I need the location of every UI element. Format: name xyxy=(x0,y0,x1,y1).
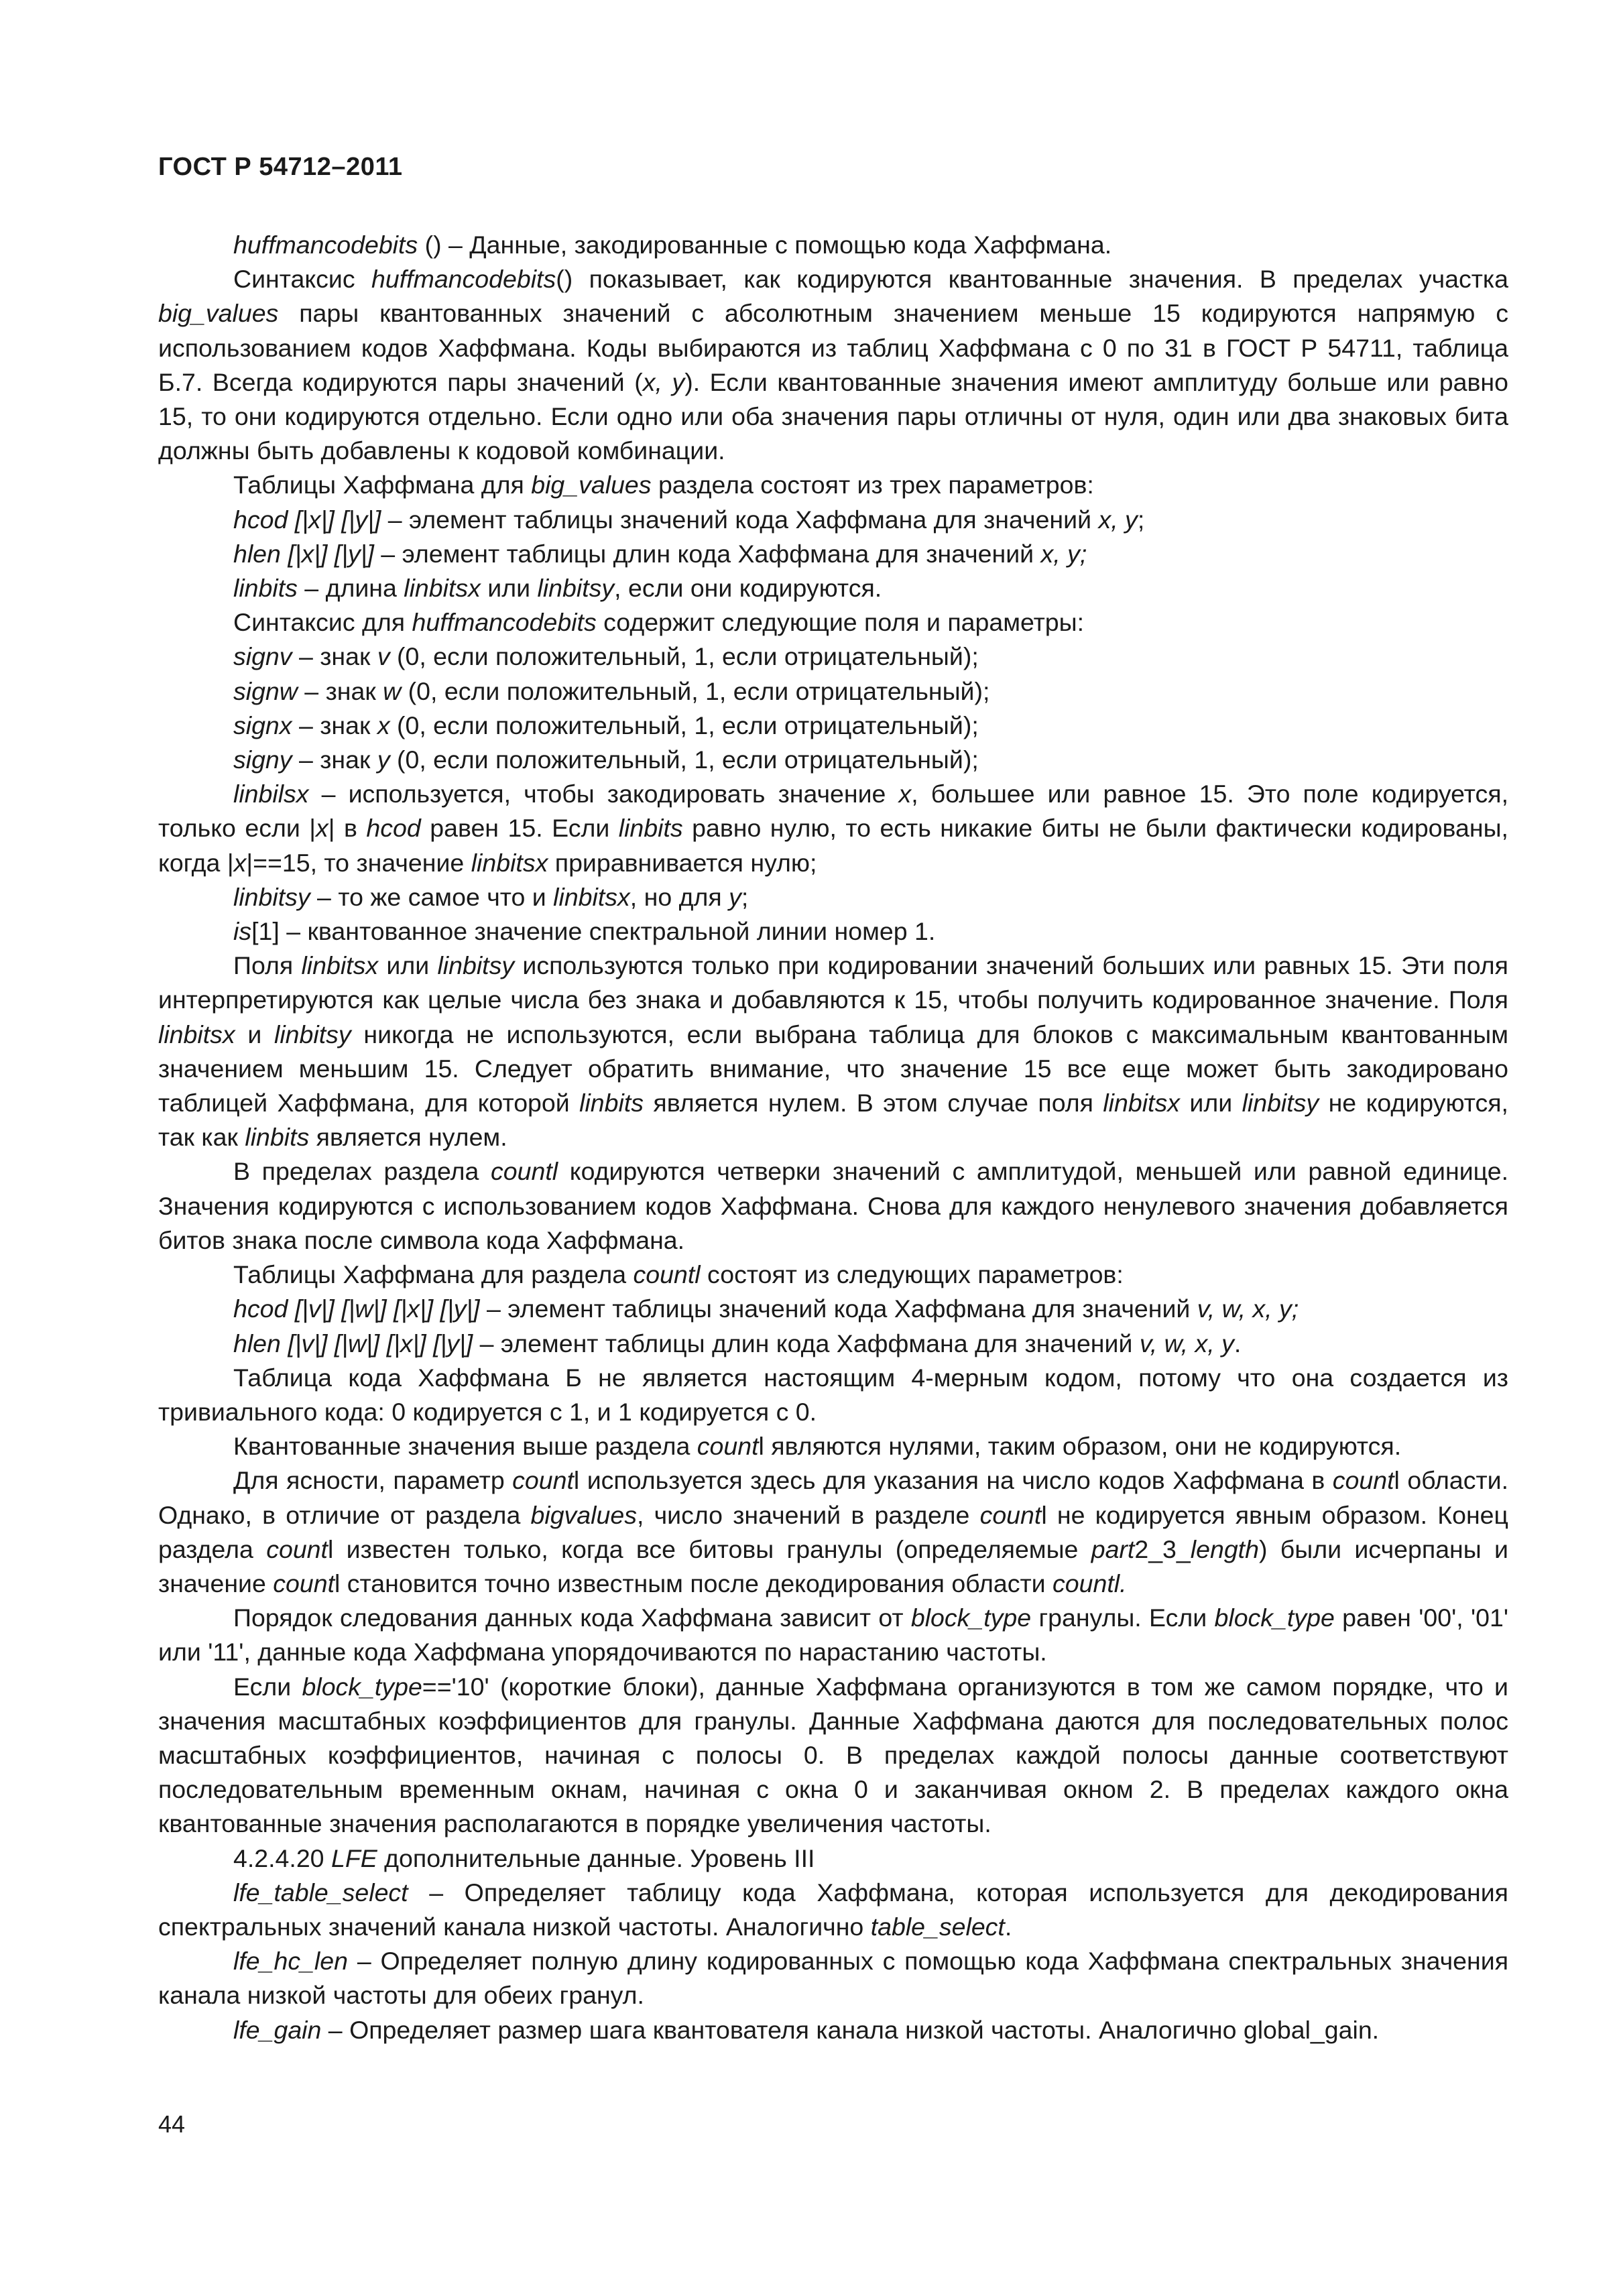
text-run: – длина xyxy=(297,574,404,603)
italic-term: linbitsy xyxy=(233,882,310,911)
paragraph xyxy=(158,949,1508,1154)
italic-term: count xyxy=(266,1534,328,1563)
text-run: раздела состоят из трех параметров: xyxy=(651,471,1094,499)
text-run: Квантованные значения выше раздела xyxy=(233,1432,697,1461)
text-run: 4.2.4.20 xyxy=(233,1844,331,1872)
text-run: l известен только, когда все битовы гранулы (определяемые xyxy=(327,1534,1091,1563)
paragraph xyxy=(158,914,1508,949)
italic-term: countl xyxy=(491,1157,558,1186)
paragraph xyxy=(158,1601,1508,1669)
paragraph xyxy=(158,228,1508,262)
text-run: гранулы. Если xyxy=(1031,1604,1215,1632)
italic-term: linbitsy xyxy=(437,951,515,980)
text-run: |==15, то значение xyxy=(246,848,471,877)
text-run: является нулем. xyxy=(309,1123,507,1152)
italic-term: x, y; xyxy=(1040,539,1087,568)
text-run: – Определяет таблицу кода Хаффмана, которая используется для декодирования спектральных значений канала низкой частоты. Аналогично xyxy=(158,1878,1508,1941)
text-run: – то же самое что и xyxy=(310,882,554,911)
paragraph xyxy=(158,709,1508,743)
text-run: , но для xyxy=(629,882,729,911)
italic-term: linbits xyxy=(233,574,298,603)
italic-term: block_type xyxy=(910,1604,1032,1632)
text-run: l являются нулями, таким образом, они не кодируются. xyxy=(758,1432,1402,1461)
italic-term: linbits xyxy=(245,1123,310,1152)
italic-term: v, w, x, y xyxy=(1139,1329,1234,1357)
italic-term: part xyxy=(1091,1534,1135,1563)
italic-term: length xyxy=(1190,1534,1259,1563)
italic-term: linbitsx xyxy=(301,951,379,980)
italic-term: count xyxy=(1332,1466,1394,1495)
paragraph xyxy=(158,1841,1508,1876)
paragraph xyxy=(158,468,1508,502)
paragraph xyxy=(158,1258,1508,1292)
text-run: является нулем. В этом случае поля xyxy=(644,1089,1103,1117)
text-run: и xyxy=(235,1020,275,1048)
text-run: 2_3_ xyxy=(1134,1534,1191,1563)
text-run: или xyxy=(1179,1089,1242,1117)
text-run: – используется, чтобы закодировать значение xyxy=(308,780,899,808)
text-run: В пределах раздела xyxy=(233,1157,491,1186)
italic-term: x xyxy=(316,814,328,843)
italic-term: hlen [|v|] [|w|] [|x|] [|y|] xyxy=(233,1329,473,1357)
italic-term: x, y xyxy=(1098,505,1138,534)
italic-term: linbitsx xyxy=(158,1020,235,1048)
text-run: равен '00', '01' или '11', данные кода Хаффмана упорядочиваются по нарастанию частоты. xyxy=(158,1604,1508,1667)
italic-term: is xyxy=(233,917,252,946)
paragraph xyxy=(158,777,1508,880)
italic-term: hcod xyxy=(366,814,421,843)
paragraph xyxy=(158,605,1508,640)
text-run: ; xyxy=(1137,505,1145,534)
italic-term: lfe_table_select xyxy=(233,1878,408,1907)
italic-term: linbitsy xyxy=(537,574,615,603)
text-run: Для ясности, параметр xyxy=(233,1466,513,1495)
italic-term: x xyxy=(898,780,912,808)
text-run: ). Если квантованные значения имеют амплитуду больше или равно 15, то они кодируются отдельно. Если одно или оба значения пары отличны от нуля, один или два знаковых бита должны быть добавлены к кодовой комбинации. xyxy=(158,367,1508,465)
italic-term: count xyxy=(979,1500,1042,1529)
text-run: – Определяет размер шага квантователя канала низкой частоты. Аналогично global_gain. xyxy=(321,2015,1380,2044)
italic-term: signv xyxy=(233,642,292,671)
text-run: – знак xyxy=(292,642,377,671)
paragraph xyxy=(158,1876,1508,1944)
text-run: – Определяет полную длину кодированных с помощью кода Хаффмана спектральных значения канала низкой частоты для обеих гранул. xyxy=(158,1947,1508,2010)
italic-term: linbitsx xyxy=(1103,1089,1180,1117)
italic-term: linbitsx xyxy=(404,574,481,603)
paragraph xyxy=(158,2013,1508,2047)
text-run: Таблица кода Хаффмана Б не является настоящим 4-мерным кодом, потому что она создается из тривиального кода: 0 кодируется с 1, и 1 кодируется с 0. xyxy=(158,1363,1508,1426)
text-run: – элемент таблицы значений кода Хаффмана для значений xyxy=(479,1294,1197,1323)
text-run: – элемент таблицы значений кода Хаффмана для значений xyxy=(381,505,1099,534)
paragraph xyxy=(158,571,1508,605)
paragraph xyxy=(158,1944,1508,2012)
paragraph xyxy=(158,1327,1508,1361)
italic-term: w xyxy=(383,676,402,705)
paragraph xyxy=(158,743,1508,777)
italic-term: block_type xyxy=(302,1672,422,1701)
text-run: Таблицы Хаффмана для xyxy=(233,471,532,499)
text-run: – элемент таблицы длин кода Хаффмана для значений xyxy=(373,539,1041,568)
text-run: . xyxy=(1234,1329,1242,1357)
text-run: – знак xyxy=(297,676,383,705)
italic-term: x, y xyxy=(642,367,685,396)
italic-term: signy xyxy=(233,745,292,774)
italic-term: linbitsy xyxy=(274,1020,351,1048)
text-run: (0, если положительный, 1, если отрицательный); xyxy=(389,642,979,671)
italic-term: x xyxy=(377,711,390,739)
italic-term: countl. xyxy=(1053,1569,1127,1597)
italic-term: linbilsx xyxy=(233,780,309,808)
italic-term: table_select xyxy=(870,1912,1005,1941)
italic-term: signx xyxy=(233,711,292,739)
italic-term: huffmancodebits xyxy=(412,608,597,637)
italic-term: count xyxy=(697,1432,759,1461)
italic-term: linbitsx xyxy=(471,848,548,877)
text-run: – элемент таблицы длин кода Хаффмана для значений xyxy=(473,1329,1140,1357)
text-run: приравнивается нулю; xyxy=(548,848,817,877)
italic-term: y xyxy=(729,882,741,911)
italic-term: count xyxy=(273,1569,335,1597)
italic-term: huffmancodebits xyxy=(233,231,418,259)
text-run: Если xyxy=(233,1672,302,1701)
text-run: Синтаксис для xyxy=(233,608,412,637)
paragraph xyxy=(158,1154,1508,1258)
italic-term: big_values xyxy=(158,299,279,328)
text-run: l используется здесь для указания на число кодов Хаффмана в xyxy=(573,1466,1333,1495)
text-run: ) были исчерпаны и значение xyxy=(158,1534,1508,1597)
text-run: – знак xyxy=(292,711,377,739)
text-run: l не кодируется явным образом. Конец раздела xyxy=(158,1500,1509,1563)
italic-term: linbits xyxy=(618,814,683,843)
paragraph xyxy=(158,1292,1508,1326)
paragraph xyxy=(158,1670,1508,1841)
paragraph xyxy=(158,537,1508,571)
italic-term: signw xyxy=(233,676,298,705)
italic-term: huffmancodebits xyxy=(371,265,556,294)
italic-term: linbitsy xyxy=(1242,1089,1319,1117)
text-run: кодируются четверки значений с амплитудой, меньшей или равной единице. Значения кодируются с использованием кодов Хаффмана. Снова для каждого ненулевого значения добавляется битов знака после символа кода Хаффмана. xyxy=(158,1157,1508,1254)
text-run: l области. Однако, в отличие от раздела xyxy=(158,1466,1508,1529)
text-run: Таблицы Хаффмана для раздела xyxy=(233,1260,634,1289)
text-run: равен 15. Если xyxy=(420,814,619,843)
text-run: () показывает, как кодируются квантованные значения. В пределах участка xyxy=(556,265,1508,294)
text-run: , если они кодируются. xyxy=(614,574,882,603)
italic-term: linbits xyxy=(579,1089,644,1117)
paragraph xyxy=(158,1463,1508,1601)
document-body xyxy=(158,228,1508,2047)
text-run: или xyxy=(378,951,438,980)
text-run: (0, если положительный, 1, если отрицательный); xyxy=(389,711,979,739)
page-number: 44 xyxy=(158,2110,186,2138)
italic-term: hcod [|v|] [|w|] [|x|] [|y|] xyxy=(233,1294,480,1323)
text-run: (0, если положительный, 1, если отрицательный); xyxy=(389,745,979,774)
italic-term: LFE xyxy=(330,1844,377,1872)
italic-term: lfe_gain xyxy=(233,2015,322,2044)
italic-term: y xyxy=(377,745,390,774)
text-run: l становится точно известным после декодирования области xyxy=(335,1569,1053,1597)
paragraph xyxy=(158,1429,1508,1463)
italic-term: hcod [|x|] [|y|] xyxy=(233,505,381,534)
italic-term: linbitsx xyxy=(553,882,630,911)
italic-term: v xyxy=(377,642,390,671)
italic-term: v, w, x, y; xyxy=(1197,1294,1299,1323)
italic-term: hlen [|x|] [|y|] xyxy=(233,539,374,568)
text-run: [1] – квантованное значение спектральной линии номер 1. xyxy=(251,917,936,946)
italic-term: lfe_hc_len xyxy=(233,1947,348,1976)
italic-term: x xyxy=(233,848,247,877)
paragraph xyxy=(158,880,1508,914)
paragraph xyxy=(158,1361,1508,1429)
paragraph xyxy=(158,674,1508,709)
text-run: Порядок следования данных кода Хаффмана зависит от xyxy=(233,1604,911,1632)
paragraph xyxy=(158,503,1508,537)
text-run: никогда не используются, если выбрана таблица для блоков с максимальным квантованным значением меньшим 15. Следует обратить внимание, что значение 15 все еще может быть закодировано таблицей Хаффмана, для которой xyxy=(158,1020,1508,1117)
italic-term: big_values xyxy=(531,471,652,499)
text-run: , число значений в разделе xyxy=(636,1500,980,1529)
text-run: | в xyxy=(328,814,367,843)
text-run: пары квантованных значений с абсолютным значением меньше 15 кодируются напрямую с использованием кодов Хаффмана. Коды выбираются из таблиц Хаффмана с 0 по 31 в ГОСТ Р 54711, таблица Б.7. Всегда кодируются пары значений ( xyxy=(158,299,1508,396)
text-run: или xyxy=(480,574,538,603)
italic-term: count xyxy=(512,1466,574,1495)
text-run: состоят из следующих параметров: xyxy=(700,1260,1124,1289)
text-run: ; xyxy=(741,882,749,911)
italic-term: bigvalues xyxy=(530,1500,637,1529)
paragraph xyxy=(158,640,1508,674)
text-run: – знак xyxy=(292,745,377,774)
text-run: содержит следующие поля и параметры: xyxy=(596,608,1085,637)
paragraph xyxy=(158,262,1508,468)
italic-term: block_type xyxy=(1214,1604,1335,1632)
text-run: Синтаксис xyxy=(233,265,372,294)
text-run: равно нулю, то есть никакие биты не были фактически кодированы, когда | xyxy=(158,814,1508,877)
text-run: () – Данные, закодированные с помощью кода Хаффмана. xyxy=(418,231,1112,259)
italic-term: countl xyxy=(633,1260,701,1289)
text-run: не кодируются, так как xyxy=(158,1089,1508,1152)
text-run: (0, если положительный, 1, если отрицательный); xyxy=(401,676,990,705)
text-run: дополнительные данные. Уровень III xyxy=(377,1844,815,1872)
text-run: Поля xyxy=(233,951,302,980)
document-header: ГОСТ Р 54712–2011 xyxy=(158,153,403,181)
text-run: =='10' (короткие блоки), данные Хаффмана организуются в том же самом порядке, что и значения масштабных коэффициентов для гранулы. Данные Хаффмана даются для последовательных полос масштабных коэффициентов, начиная с полосы 0. В пределах каждой полосы данные соответствуют последовательным временным окнам, начиная с окна 0 и заканчивая окном 2. В пределах каждого окна квантованные значения располагаются в порядке увеличения частоты. xyxy=(158,1672,1509,1838)
text-run: используются только при кодировании значений больших или равных 15. Эти поля интерпретируются как целые числа без знака и добавляются к 15, чтобы получить кодированное значение. Поля xyxy=(158,951,1508,1014)
text-run: . xyxy=(1004,1912,1012,1941)
text-run: , большее или равное 15. Это поле кодируется, только если | xyxy=(158,780,1508,843)
